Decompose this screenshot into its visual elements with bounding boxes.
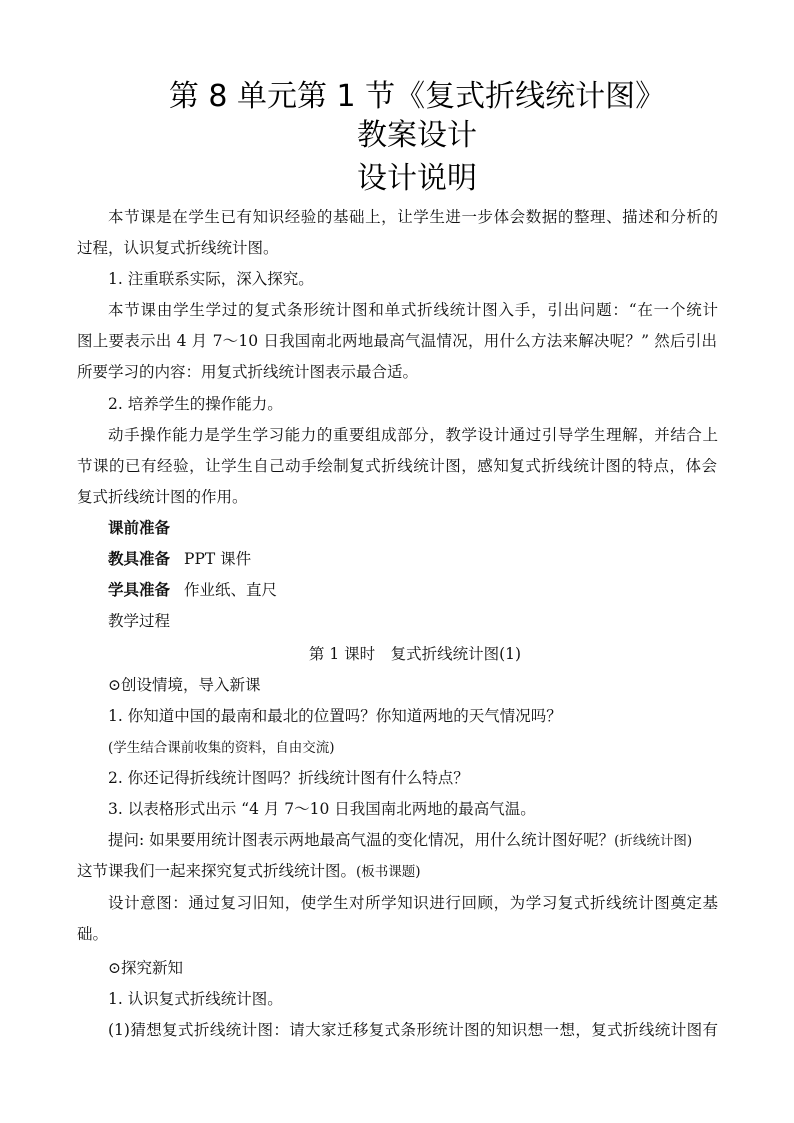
paragraph-line: 所要学习的内容：用复式折线统计图表示最合适。 [77, 363, 419, 381]
section-heading-explore: ⊙探究新知 [108, 959, 183, 977]
section-heading-intro: ⊙创设情境，导入新课 [108, 676, 261, 694]
process-heading: 教学过程 [108, 612, 171, 630]
question-1: 1. 你知道中国的最南和最北的位置吗？你知道两地的天气情况吗？ [108, 707, 562, 725]
ask-text: 这节课我们一起来探究复式折线统计图。 [77, 862, 357, 880]
paragraph-line: 过程，认识复式折线统计图。 [77, 239, 279, 257]
numbered-heading: 1. 注重联系实际，深入探究。 [108, 270, 314, 288]
teacher-prep-label: 教具准备 [108, 549, 171, 568]
paragraph-line: 图上要表示出 4 月 7～10 日我国南北两地最高气温情况，用什么方法来解决呢？” 然后引出 [77, 332, 717, 350]
paragraph-line: 本节课由学生学过的复式条形统计图和单式折线统计图入手，引出问题：“在一个统计 [108, 301, 718, 319]
ask-text: 提问: 如果要用统计图表示两地最高气温的变化情况，用什么统计图好呢？ [108, 831, 615, 849]
teacher-prep-row [108, 548, 718, 570]
explore-item-1-sub: (1)猜想复式折线统计图：请大家迁移复式条形统计图的知识想一想，复式折线统计图有 [108, 1021, 718, 1039]
ask-line [108, 829, 718, 852]
document-subtitle: 教案设计 [357, 118, 477, 153]
explore-item-1: 1. 认识复式折线统计图。 [108, 990, 283, 1008]
prep-heading: 课前准备 [108, 518, 171, 537]
student-prep-row [108, 579, 718, 601]
paragraph-line: 本节课是在学生已有知识经验的基础上，让学生进一步体会数据的整理、描述和分析的 [108, 208, 718, 226]
question-2: 2. 你还记得折线统计图吗？折线统计图有什么特点？ [108, 769, 469, 787]
design-intent-line: 础。 [77, 925, 109, 943]
teacher-prep-value: PPT 课件 [184, 550, 252, 568]
ask-note: (折线统计图) [614, 833, 693, 849]
question-1-note: (学生结合课前收集的资料，自由交流) [108, 740, 335, 756]
paragraph-line: 动手操作能力是学生学习能力的重要组成部分，教学设计通过引导学生理解，并结合上 [108, 426, 718, 444]
student-prep-value: 作业纸、直尺 [184, 581, 278, 599]
design-intent-line: 设计意图：通过复习旧知，使学生对所学知识进行回顾，为学习复式折线统计图奠定基 [108, 894, 718, 912]
numbered-heading: 2. 培养学生的操作能力。 [108, 395, 283, 413]
document-title: 第 8 单元第 1 节《复式折线统计图》 [168, 79, 666, 114]
paragraph-line: 节课的已有经验，让学生自己动手绘制复式折线统计图，感知复式折线统计图的特点，体会 [77, 457, 717, 475]
student-prep-label: 学具准备 [108, 580, 171, 599]
ask-line [77, 860, 717, 883]
board-title-note: (板书课题) [356, 864, 421, 880]
paragraph-line: 复式折线统计图的作用。 [77, 488, 248, 506]
lesson-title: 第 1 课时 复式折线统计图(1) [308, 645, 522, 663]
section-title-design-notes: 设计说明 [357, 161, 477, 196]
question-3: 3. 以表格形式出示 “4 月 7～10 日我国南北两地的最高气温。 [108, 800, 536, 818]
